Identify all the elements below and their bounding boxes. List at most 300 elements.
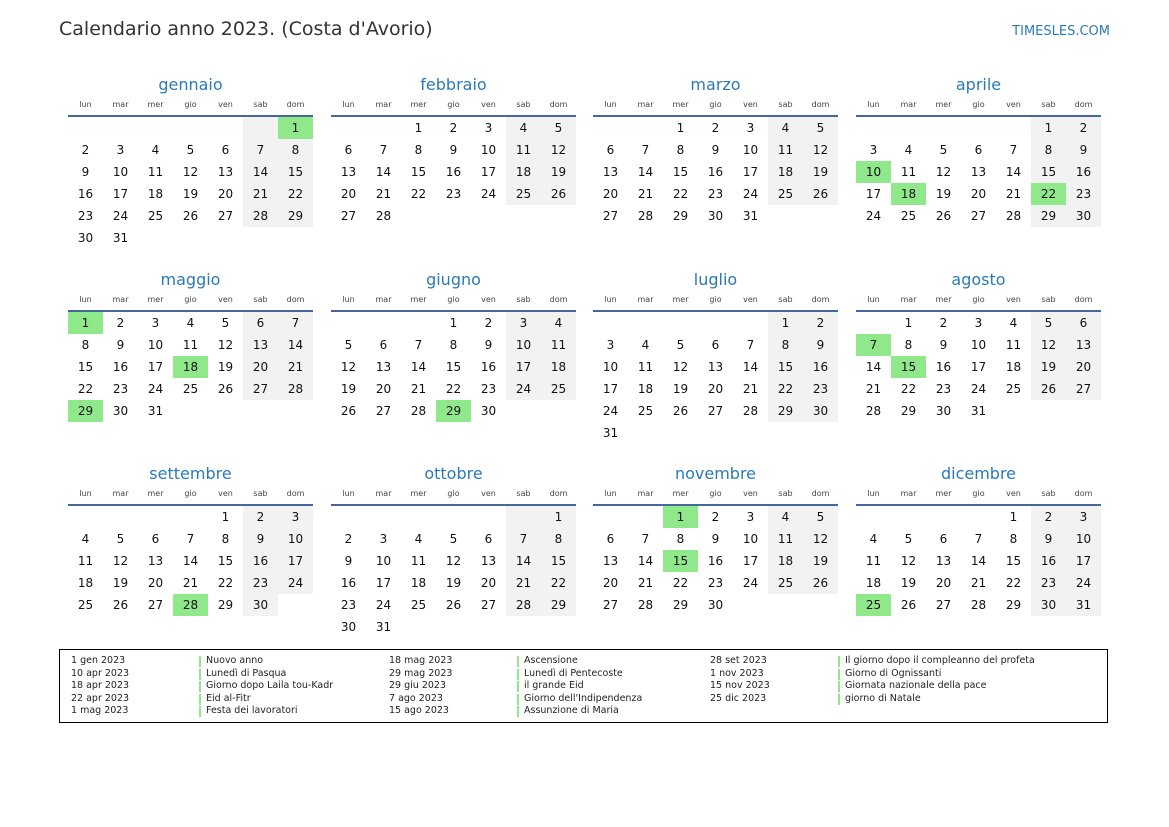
empty-cell bbox=[278, 594, 313, 616]
day-cell: 8 bbox=[1031, 139, 1066, 161]
month-name: luglio bbox=[693, 270, 738, 289]
day-cell: 26 bbox=[541, 183, 576, 205]
day-cell: 28 bbox=[865, 404, 882, 418]
day-cell: 19 bbox=[1031, 356, 1066, 378]
days-grid bbox=[68, 117, 313, 249]
day-cell: 19 bbox=[112, 576, 129, 590]
month-agosto bbox=[856, 268, 1101, 422]
day-cell: 27 bbox=[970, 209, 987, 223]
legend-item bbox=[389, 655, 642, 668]
day-cell: 3 bbox=[506, 312, 541, 334]
day-cell: 17 bbox=[278, 550, 313, 572]
day-cell: 15 bbox=[541, 550, 576, 572]
empty-cell bbox=[856, 117, 891, 139]
day-cell: 11 bbox=[768, 139, 803, 161]
holiday-day-cell: 15 bbox=[663, 550, 698, 572]
day-cell: 24 bbox=[147, 382, 164, 396]
weekday-label: ven bbox=[218, 100, 233, 109]
day-cell: 22 bbox=[672, 576, 689, 590]
day-cell: 4 bbox=[1009, 316, 1018, 330]
day-cell: 20 bbox=[707, 382, 724, 396]
day-cell: 13 bbox=[217, 165, 234, 179]
weekday-label: sab bbox=[516, 295, 531, 304]
day-cell: 23 bbox=[1066, 183, 1101, 205]
weekday-label: gio bbox=[709, 489, 722, 498]
day-cell: 4 bbox=[506, 117, 541, 139]
day-cell: 2 bbox=[711, 510, 720, 524]
days-grid bbox=[331, 117, 576, 227]
day-cell: 24 bbox=[480, 187, 497, 201]
weekday-label: mar bbox=[637, 489, 654, 498]
holiday-name: Giorno di Ognissanti bbox=[845, 667, 942, 679]
holiday-name: giorno di Natale bbox=[845, 692, 921, 704]
legend-item bbox=[710, 668, 1035, 681]
empty-cell bbox=[173, 117, 208, 139]
empty-cell bbox=[593, 506, 628, 528]
day-cell: 2 bbox=[243, 506, 278, 528]
days-grid bbox=[856, 506, 1101, 616]
day-cell: 23 bbox=[803, 378, 838, 400]
weekday-label: mer bbox=[147, 295, 164, 304]
empty-cell bbox=[243, 400, 278, 422]
day-cell: 30 bbox=[77, 231, 94, 245]
empty-cell bbox=[1066, 400, 1101, 422]
empty-cell bbox=[803, 422, 838, 444]
weekday-label: mar bbox=[375, 489, 392, 498]
day-cell: 15 bbox=[1005, 554, 1022, 568]
day-cell: 10 bbox=[742, 143, 759, 157]
day-cell: 30 bbox=[1031, 594, 1066, 616]
day-cell: 29 bbox=[1031, 205, 1066, 227]
empty-cell bbox=[401, 616, 436, 638]
day-cell: 10 bbox=[602, 360, 619, 374]
day-cell: 25 bbox=[768, 572, 803, 594]
holiday-marker bbox=[517, 656, 519, 667]
day-cell: 26 bbox=[182, 209, 199, 223]
day-cell: 8 bbox=[81, 338, 90, 352]
weekday-label: lun bbox=[604, 100, 617, 109]
holiday-marker bbox=[517, 706, 519, 717]
legend-item bbox=[71, 668, 333, 681]
weekday-label: ven bbox=[743, 100, 758, 109]
legend-item bbox=[710, 655, 1035, 668]
day-cell: 4 bbox=[768, 506, 803, 528]
day-cell: 13 bbox=[375, 360, 392, 374]
holiday-date: 7 ago 2023 bbox=[389, 692, 443, 704]
day-cell: 11 bbox=[506, 139, 541, 161]
legend-item bbox=[71, 693, 333, 706]
day-cell: 4 bbox=[81, 532, 90, 546]
day-cell: 5 bbox=[1031, 312, 1066, 334]
holiday-date: 15 nov 2023 bbox=[710, 680, 770, 692]
weekday-label: gio bbox=[447, 295, 460, 304]
month-settembre bbox=[68, 462, 313, 616]
day-cell: 26 bbox=[672, 404, 689, 418]
empty-cell bbox=[803, 594, 838, 616]
month-name: giugno bbox=[426, 270, 481, 289]
day-cell: 21 bbox=[637, 187, 654, 201]
empty-cell bbox=[208, 400, 243, 422]
day-cell: 23 bbox=[480, 382, 497, 396]
day-cell: 31 bbox=[375, 620, 392, 634]
day-cell: 8 bbox=[449, 338, 458, 352]
day-cell: 8 bbox=[904, 338, 913, 352]
weekday-header bbox=[593, 486, 838, 502]
days-grid bbox=[331, 312, 576, 422]
day-cell: 5 bbox=[344, 338, 353, 352]
empty-cell bbox=[401, 205, 436, 227]
day-cell: 21 bbox=[637, 576, 654, 590]
empty-cell bbox=[243, 117, 278, 139]
day-cell: 15 bbox=[672, 165, 689, 179]
day-cell: 13 bbox=[1066, 334, 1101, 356]
day-cell: 26 bbox=[1031, 378, 1066, 400]
day-cell: 17 bbox=[506, 356, 541, 378]
day-cell: 29 bbox=[541, 594, 576, 616]
empty-cell bbox=[628, 117, 663, 139]
holiday-day-cell: 22 bbox=[1031, 183, 1066, 205]
day-cell: 18 bbox=[506, 161, 541, 183]
day-cell: 25 bbox=[147, 209, 164, 223]
day-cell: 30 bbox=[243, 594, 278, 616]
weekday-label: dom bbox=[1074, 489, 1093, 498]
weekday-label: gio bbox=[447, 100, 460, 109]
day-cell: 27 bbox=[707, 404, 724, 418]
day-cell: 5 bbox=[186, 143, 195, 157]
holiday-day-cell: 1 bbox=[278, 117, 313, 139]
day-cell: 30 bbox=[112, 404, 129, 418]
day-cell: 9 bbox=[484, 338, 493, 352]
holiday-date: 15 ago 2023 bbox=[389, 705, 449, 717]
day-cell: 25 bbox=[77, 598, 94, 612]
weekday-label: gio bbox=[972, 100, 985, 109]
day-cell: 25 bbox=[900, 209, 917, 223]
month-aprile bbox=[856, 73, 1101, 227]
weekday-label: gio bbox=[972, 489, 985, 498]
day-cell: 31 bbox=[112, 231, 129, 245]
empty-cell bbox=[506, 616, 541, 638]
empty-cell bbox=[471, 205, 506, 227]
weekday-label: sab bbox=[253, 100, 268, 109]
days-grid bbox=[331, 506, 576, 638]
day-cell: 28 bbox=[970, 598, 987, 612]
day-cell: 31 bbox=[970, 404, 987, 418]
day-cell: 2 bbox=[711, 121, 720, 135]
empty-cell bbox=[926, 506, 961, 528]
weekday-label: lun bbox=[867, 295, 880, 304]
day-cell: 2 bbox=[449, 121, 458, 135]
day-cell: 22 bbox=[445, 382, 462, 396]
weekday-label: mar bbox=[900, 489, 917, 498]
empty-cell bbox=[541, 400, 576, 422]
weekday-label: sab bbox=[253, 489, 268, 498]
day-cell: 11 bbox=[541, 334, 576, 356]
day-cell: 28 bbox=[742, 404, 759, 418]
weekday-label: gio bbox=[447, 489, 460, 498]
day-cell: 7 bbox=[641, 532, 650, 546]
day-cell: 28 bbox=[243, 205, 278, 227]
empty-cell bbox=[138, 506, 173, 528]
weekday-header bbox=[593, 97, 838, 113]
day-cell: 10 bbox=[375, 554, 392, 568]
month-name: maggio bbox=[160, 270, 221, 289]
weekday-label: mar bbox=[375, 295, 392, 304]
holiday-date: 18 apr 2023 bbox=[71, 680, 130, 692]
weekday-label: dom bbox=[286, 489, 305, 498]
month-name: dicembre bbox=[940, 464, 1017, 483]
day-cell: 16 bbox=[707, 165, 724, 179]
day-cell: 24 bbox=[742, 576, 759, 590]
empty-cell bbox=[926, 117, 961, 139]
empty-cell bbox=[173, 227, 208, 249]
day-cell: 11 bbox=[900, 165, 917, 179]
day-cell: 13 bbox=[602, 165, 619, 179]
day-cell: 27 bbox=[243, 378, 278, 400]
legend-item bbox=[389, 680, 642, 693]
empty-cell bbox=[68, 117, 103, 139]
day-cell: 10 bbox=[970, 338, 987, 352]
day-cell: 20 bbox=[935, 576, 952, 590]
day-cell: 21 bbox=[742, 382, 759, 396]
day-cell: 16 bbox=[340, 576, 357, 590]
day-cell: 26 bbox=[217, 382, 234, 396]
holiday-name: Il giorno dopo il compleanno del profeta bbox=[845, 655, 1035, 666]
day-cell: 7 bbox=[379, 143, 388, 157]
day-cell: 6 bbox=[1066, 312, 1101, 334]
holiday-marker bbox=[838, 694, 840, 705]
site-link[interactable]: TIMESLES.COM bbox=[1012, 24, 1110, 39]
legend-item bbox=[71, 705, 333, 718]
day-cell: 21 bbox=[278, 356, 313, 378]
day-cell: 3 bbox=[484, 121, 493, 135]
day-cell: 19 bbox=[217, 360, 234, 374]
day-cell: 22 bbox=[768, 378, 803, 400]
empty-cell bbox=[506, 400, 541, 422]
day-cell: 17 bbox=[147, 360, 164, 374]
day-cell: 19 bbox=[672, 382, 689, 396]
day-cell: 10 bbox=[147, 338, 164, 352]
weekday-label: mer bbox=[410, 100, 427, 109]
holiday-date: 1 nov 2023 bbox=[710, 667, 764, 679]
day-cell: 14 bbox=[278, 334, 313, 356]
weekday-label: lun bbox=[79, 489, 92, 498]
day-cell: 3 bbox=[746, 510, 755, 524]
holiday-legend bbox=[59, 649, 1108, 723]
empty-cell bbox=[173, 506, 208, 528]
day-cell: 22 bbox=[77, 382, 94, 396]
day-cell: 17 bbox=[112, 187, 129, 201]
weekday-label: sab bbox=[516, 489, 531, 498]
day-cell: 28 bbox=[278, 378, 313, 400]
day-cell: 20 bbox=[602, 187, 619, 201]
day-cell: 17 bbox=[375, 576, 392, 590]
day-cell: 10 bbox=[480, 143, 497, 157]
day-cell: 14 bbox=[742, 360, 759, 374]
month-name: marzo bbox=[690, 75, 741, 94]
day-cell: 22 bbox=[672, 187, 689, 201]
weekday-label: sab bbox=[778, 295, 793, 304]
day-cell: 24 bbox=[1066, 572, 1101, 594]
day-cell: 11 bbox=[77, 554, 94, 568]
day-cell: 18 bbox=[147, 187, 164, 201]
day-cell: 23 bbox=[935, 382, 952, 396]
holiday-name: Ascensione bbox=[524, 655, 578, 666]
month-marzo bbox=[593, 73, 838, 227]
weekday-label: gio bbox=[184, 295, 197, 304]
day-cell: 8 bbox=[676, 532, 685, 546]
holiday-date: 22 apr 2023 bbox=[71, 692, 130, 704]
holiday-name: Nuovo anno bbox=[206, 655, 264, 666]
weekday-label: dom bbox=[549, 489, 568, 498]
day-cell: 27 bbox=[375, 404, 392, 418]
empty-cell bbox=[891, 506, 926, 528]
empty-cell bbox=[278, 400, 313, 422]
holiday-date: 1 mag 2023 bbox=[71, 705, 129, 717]
empty-cell bbox=[698, 422, 733, 444]
empty-cell bbox=[996, 117, 1031, 139]
day-cell: 14 bbox=[637, 554, 654, 568]
empty-cell bbox=[208, 227, 243, 249]
empty-cell bbox=[698, 312, 733, 334]
day-cell: 24 bbox=[602, 404, 619, 418]
empty-cell bbox=[961, 117, 996, 139]
day-cell: 30 bbox=[340, 620, 357, 634]
holiday-marker bbox=[199, 681, 201, 692]
legend-item bbox=[389, 705, 642, 718]
holiday-marker bbox=[838, 656, 840, 667]
days-grid bbox=[68, 312, 313, 422]
weekday-label: gio bbox=[972, 295, 985, 304]
legend-item bbox=[710, 680, 1035, 693]
day-cell: 20 bbox=[217, 187, 234, 201]
weekday-label: dom bbox=[286, 100, 305, 109]
day-cell: 24 bbox=[375, 598, 392, 612]
weekday-header bbox=[331, 292, 576, 308]
day-cell: 17 bbox=[480, 165, 497, 179]
holiday-date: 25 dic 2023 bbox=[710, 692, 767, 704]
day-cell: 16 bbox=[1066, 161, 1101, 183]
page-title: Calendario anno 2023. (Costa d'Avorio) bbox=[59, 18, 433, 40]
day-cell: 27 bbox=[147, 598, 164, 612]
day-cell: 17 bbox=[1066, 550, 1101, 572]
day-cell: 9 bbox=[803, 334, 838, 356]
legend-column bbox=[71, 655, 333, 718]
empty-cell bbox=[593, 117, 628, 139]
day-cell: 2 bbox=[1066, 117, 1101, 139]
day-cell: 23 bbox=[707, 187, 724, 201]
empty-cell bbox=[208, 117, 243, 139]
weekday-label: gio bbox=[709, 100, 722, 109]
day-cell: 5 bbox=[676, 338, 685, 352]
weekday-label: lun bbox=[79, 295, 92, 304]
weekday-label: mar bbox=[112, 295, 129, 304]
day-cell: 1 bbox=[449, 316, 458, 330]
days-grid bbox=[593, 312, 838, 444]
empty-cell bbox=[278, 227, 313, 249]
day-cell: 16 bbox=[243, 550, 278, 572]
day-cell: 2 bbox=[1031, 506, 1066, 528]
weekday-label: ven bbox=[481, 100, 496, 109]
day-cell: 11 bbox=[768, 528, 803, 550]
weekday-label: lun bbox=[342, 489, 355, 498]
day-cell: 25 bbox=[410, 598, 427, 612]
day-cell: 1 bbox=[1009, 510, 1018, 524]
legend-item bbox=[71, 680, 333, 693]
weekday-label: sab bbox=[778, 100, 793, 109]
weekday-label: dom bbox=[811, 295, 830, 304]
day-cell: 19 bbox=[541, 161, 576, 183]
day-cell: 15 bbox=[768, 356, 803, 378]
month-name: aprile bbox=[955, 75, 1002, 94]
day-cell: 27 bbox=[340, 209, 357, 223]
empty-cell bbox=[103, 506, 138, 528]
empty-cell bbox=[436, 205, 471, 227]
day-cell: 5 bbox=[904, 532, 913, 546]
day-cell: 22 bbox=[278, 183, 313, 205]
day-cell: 18 bbox=[77, 576, 94, 590]
day-cell: 23 bbox=[340, 598, 357, 612]
day-cell: 7 bbox=[506, 528, 541, 550]
empty-cell bbox=[401, 312, 436, 334]
day-cell: 6 bbox=[344, 143, 353, 157]
day-cell: 31 bbox=[602, 426, 619, 440]
day-cell: 30 bbox=[803, 400, 838, 422]
weekday-label: lun bbox=[867, 489, 880, 498]
empty-cell bbox=[173, 400, 208, 422]
day-cell: 9 bbox=[243, 528, 278, 550]
weekday-label: lun bbox=[342, 100, 355, 109]
day-cell: 29 bbox=[768, 400, 803, 422]
month-febbraio bbox=[331, 73, 576, 227]
day-cell: 13 bbox=[970, 165, 987, 179]
weekday-label: ven bbox=[743, 295, 758, 304]
day-cell: 26 bbox=[340, 404, 357, 418]
month-name: settembre bbox=[149, 464, 232, 483]
day-cell: 11 bbox=[410, 554, 427, 568]
day-cell: 14 bbox=[243, 161, 278, 183]
weekday-label: mer bbox=[935, 100, 952, 109]
days-grid bbox=[856, 312, 1101, 422]
day-cell: 28 bbox=[637, 598, 654, 612]
weekday-header bbox=[331, 486, 576, 502]
day-cell: 10 bbox=[506, 334, 541, 356]
day-cell: 12 bbox=[900, 554, 917, 568]
day-cell: 5 bbox=[803, 506, 838, 528]
holiday-name: Giorno dell'Indipendenza bbox=[524, 692, 643, 704]
empty-cell bbox=[471, 616, 506, 638]
holiday-day-cell: 29 bbox=[68, 400, 103, 422]
day-cell: 27 bbox=[480, 598, 497, 612]
empty-cell bbox=[436, 616, 471, 638]
weekday-label: lun bbox=[867, 100, 880, 109]
empty-cell bbox=[733, 312, 768, 334]
day-cell: 3 bbox=[151, 316, 160, 330]
month-novembre bbox=[593, 462, 838, 616]
month-giugno bbox=[331, 268, 576, 422]
day-cell: 31 bbox=[147, 404, 164, 418]
day-cell: 11 bbox=[865, 554, 882, 568]
month-name: gennaio bbox=[158, 75, 223, 94]
empty-cell bbox=[663, 422, 698, 444]
empty-cell bbox=[768, 422, 803, 444]
empty-cell bbox=[733, 594, 768, 616]
empty-cell bbox=[891, 117, 926, 139]
day-cell: 30 bbox=[480, 404, 497, 418]
day-cell: 6 bbox=[606, 532, 615, 546]
day-cell: 7 bbox=[1009, 143, 1018, 157]
day-cell: 6 bbox=[939, 532, 948, 546]
day-cell: 14 bbox=[375, 165, 392, 179]
